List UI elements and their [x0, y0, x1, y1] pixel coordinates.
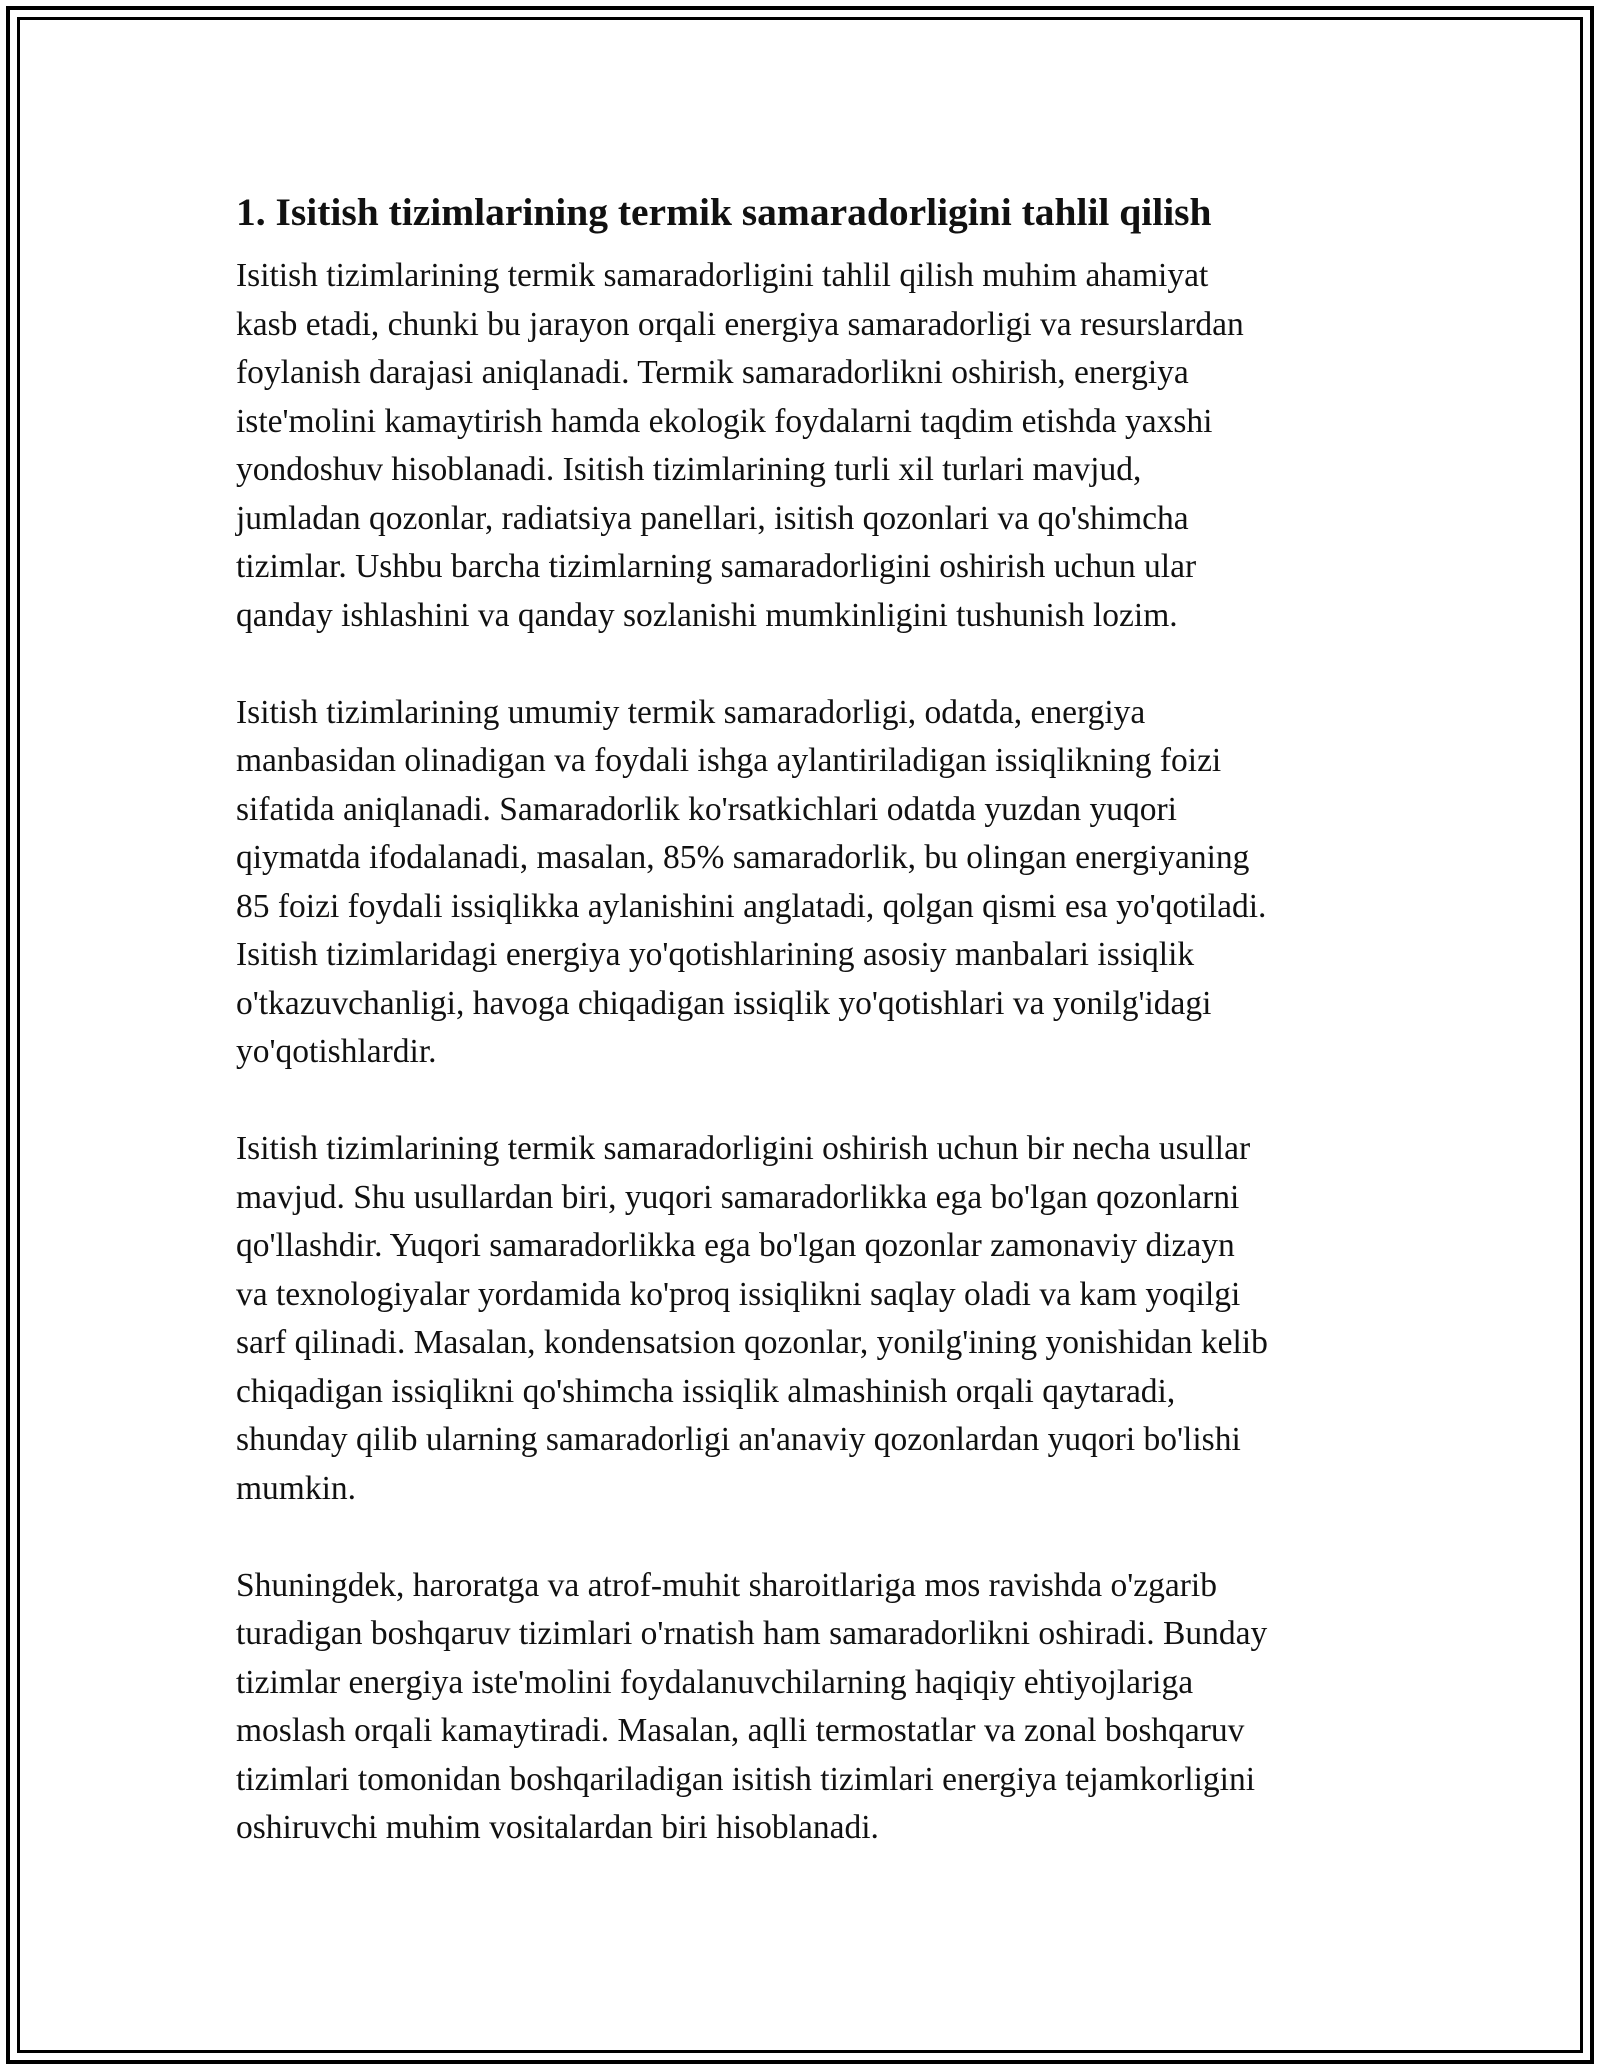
document-content [236, 184, 1376, 1901]
paragraph-line: Isitish tizimlaridagi energiya yo'qotishlarining asosiy manbalari issiqlik [236, 936, 1195, 973]
paragraph-line: kasb etadi, chunki bu jarayon orqali energiya samaradorligi va resurslardan [236, 305, 1244, 343]
paragraph-line: foylanish darajasi aniqlanadi. Termik samaradorlikni oshirish, energiya [236, 354, 1189, 391]
paragraph-2 [236, 689, 1376, 1077]
paragraph-line: yo'qotishlardir. [236, 1033, 437, 1070]
paragraph-line: oshiruvchi muhim vositalardan biri hisoblanadi. [236, 1809, 879, 1846]
paragraph-line: tizimlar energiya iste'molini foydalanuvchilarning haqiqiy ehtiyojlariga [236, 1663, 1194, 1701]
paragraph-line: Isitish tizimlarining termik samaradorligini oshirish uchun bir necha usullar [236, 1130, 1251, 1167]
paragraph-line: mavjud. Shu usullardan biri, yuqori samaradorlikka ega bo'lgan qozonlarni [236, 1178, 1240, 1216]
paragraph-line: iste'molini kamaytirish hamda ekologik foydalarni taqdim etishda yaxshi [236, 402, 1213, 440]
paragraph-4 [236, 1562, 1376, 1853]
paragraph-line: o'tkazuvchanligi, havoga chiqadigan issiqlik yo'qotishlari va yonilg'idagi [236, 984, 1212, 1022]
section-heading: 1. Isitish tizimlarining termik samaradorligini tahlil qilish [236, 190, 1212, 234]
paragraph-line: chiqadigan issiqlikni qo'shimcha issiqlik almashinish orqali qaytaradi, [236, 1372, 1176, 1410]
paragraph-line: manbasidan olinadigan va foydali ishga aylantiriladigan issiqlikning foizi [236, 742, 1222, 779]
paragraph-line: tizimlar. Ushbu barcha tizimlarning samaradorligini oshirish uchun ular [236, 548, 1197, 585]
paragraph-line: qanday ishlashini va qanday sozlanishi mumkinligini tushunish lozim. [236, 596, 1178, 634]
paragraph-line: moslash orqali kamaytiradi. Masalan, aqlli termostatlar va zonal boshqaruv [236, 1712, 1245, 1749]
paragraph-line: va texnologiyalar yordamida ko'proq issiqlikni saqlay oladi va kam yoqilgi [236, 1275, 1241, 1313]
paragraph-line: sarf qilinadi. Masalan, kondensatsion qozonlar, yonilg'ining yonishidan kelib [236, 1324, 1268, 1361]
paragraph-3 [236, 1125, 1376, 1513]
paragraph-line: turadigan boshqaruv tizimlari o'rnatish ham samaradorlikni oshiradi. Bunday [236, 1615, 1268, 1652]
paragraph-line: 85 foizi foydali issiqlikka aylanishini anglatadi, qolgan qismi esa yo'qotiladi. [236, 887, 1267, 925]
paragraph-line: mumkin. [236, 1469, 357, 1507]
paragraph-line: yondoshuv hisoblanadi. Isitish tizimlarining turli xil turlari mavjud, [236, 451, 1142, 488]
paragraph-line: sifatida aniqlanadi. Samaradorlik ko'rsatkichlari odatda yuzdan yuqori [236, 790, 1177, 828]
paragraph-1 [236, 252, 1376, 640]
paragraph-line: Shuningdek, haroratga va atrof-muhit sharoitlariga mos ravishda o'zgarib [236, 1566, 1217, 1604]
paragraph-line: shunday qilib ularning samaradorligi an'anaviy qozonlardan yuqori bo'lishi [236, 1421, 1241, 1458]
paragraph-line: Isitish tizimlarining termik samaradorligini tahlil qilish muhim ahamiyat [236, 257, 1209, 294]
paragraph-line: qiymatda ifodalanadi, masalan, 85% samaradorlik, bu olingan energiyaning [236, 839, 1250, 876]
paragraph-line: jumladan qozonlar, radiatsiya panellari, isitish qozonlari va qo'shimcha [236, 499, 1189, 537]
paragraph-line: tizimlari tomonidan boshqariladigan isitish tizimlari energiya tejamkorligini [236, 1760, 1256, 1798]
paragraph-line: Isitish tizimlarining umumiy termik samaradorligi, odatda, energiya [236, 693, 1146, 731]
paragraph-line: qo'llashdir. Yuqori samaradorlikka ega bo'lgan qozonlar zamonaviy dizayn [236, 1227, 1235, 1264]
